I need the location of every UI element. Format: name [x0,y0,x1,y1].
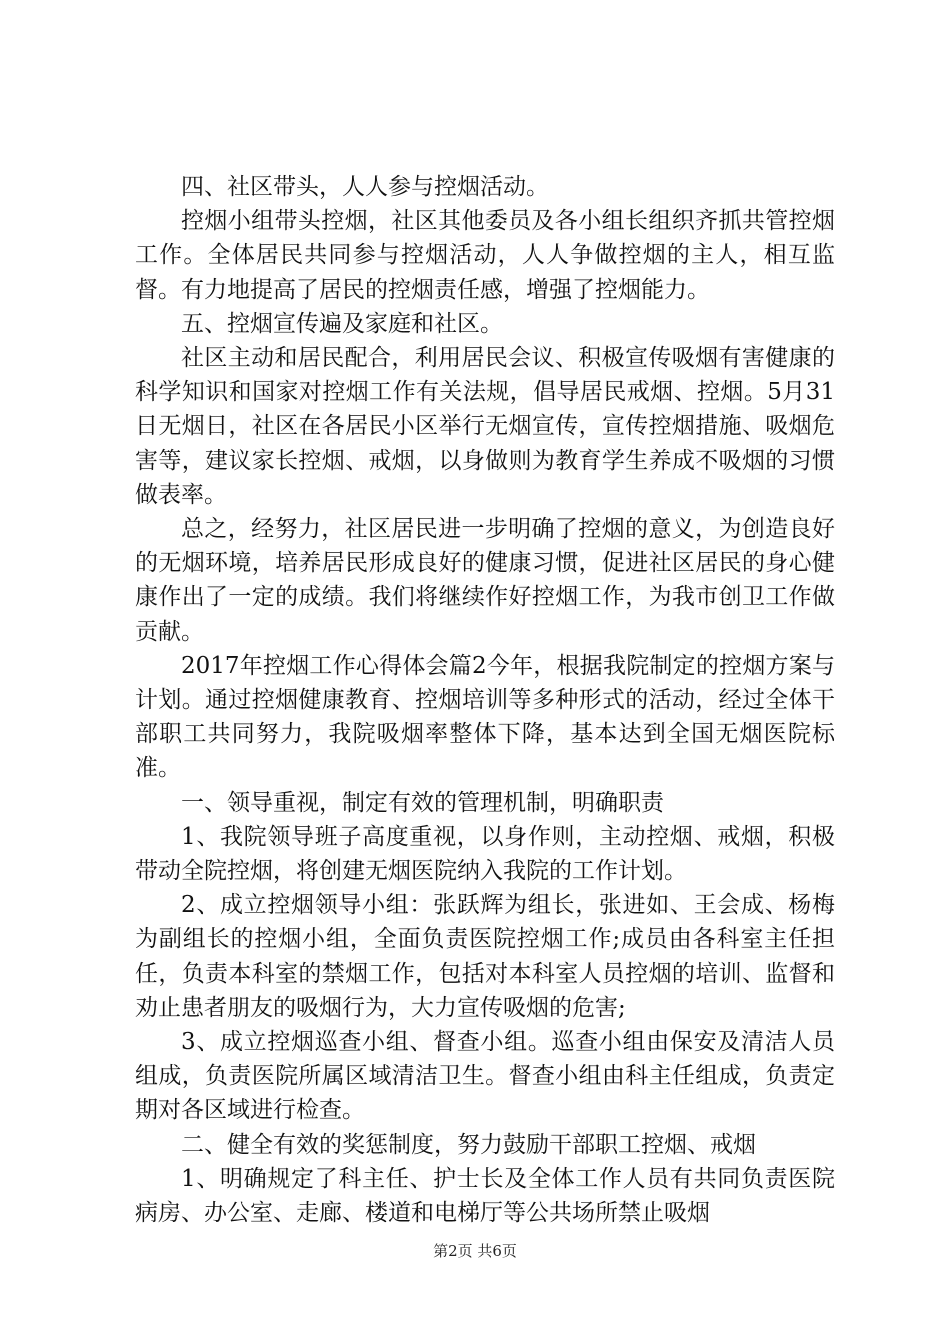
page-footer [0,1240,950,1261]
page-number: 第2页 共6页 [433,1242,517,1260]
section-heading-4: 四、社区带头，人人参与控烟活动。 [181,174,549,200]
paragraph: 社区主动和居民配合，利用居民会议、积极宣传吸烟有害健康的科学知识和国家对控烟工作有关法规，倡导居民戒烟、控烟。5月31日无烟日，社区在各居民小区举行无烟宣传，宣传控烟措施、吸烟危害等，建议家长控烟、戒烟，以身做则为教育学生养成不吸烟的习惯做表率。 [135,345,835,508]
paragraph: 控烟小组带头控烟，社区其他委员及各小组长组织齐抓共管控烟工作。全体居民共同参与控烟活动，人人争做控烟的主人，相互监督。有力地提高了居民的控烟责任感，增强了控烟能力。 [135,208,835,303]
section-heading-5: 五、控烟宣传遍及家庭和社区。 [181,310,503,337]
document-body [135,170,835,1230]
paragraph: 2、成立控烟领导小组：张跃辉为组长，张进如、王会成、杨梅为副组长的控烟小组，全面负责医院控烟工作;成员由各科室主任担任，负责本科室的禁烟工作，包括对本科室人员控烟的培训、监督和劝止患者朋友的吸烟行为，大力宣传吸烟的危害; [135,892,835,1021]
paragraph: 3、成立控烟巡查小组、督查小组。巡查小组由保安及清洁人员组成，负责医院所属区域清洁卫生。督查小组由科主任组成，负责定期对各区域进行检查。 [135,1029,835,1124]
section-heading-1: 一、领导重视，制定有效的管理机制，明确职责 [181,789,664,816]
paragraph: 1、明确规定了科主任、护士长及全体工作人员有共同负责医院病房、办公室、走廊、楼道和电梯厅等公共场所禁止吸烟 [135,1165,835,1227]
section-heading-2: 二、健全有效的奖惩制度，努力鼓励干部职工控烟、戒烟 [181,1131,756,1158]
paragraph: 1、我院领导班子高度重视，以身作则，主动控烟、戒烟，积极带动全院控烟，将创建无烟医院纳入我院的工作计划。 [135,823,835,885]
paragraph: 2017年控烟工作心得体会篇2今年，根据我院制定的控烟方案与计划。通过控烟健康教育、控烟培训等多种形式的活动，经过全体干部职工共同努力，我院吸烟率整体下降，基本达到全国无烟医院标准。 [135,652,835,782]
paragraph: 总之，经努力，社区居民进一步明确了控烟的意义，为创造良好的无烟环境，培养居民形成良好的健康习惯，促进社区居民的身心健康作出了一定的成绩。我们将继续作好控烟工作，为我市创卫工作做贡献。 [135,516,835,645]
